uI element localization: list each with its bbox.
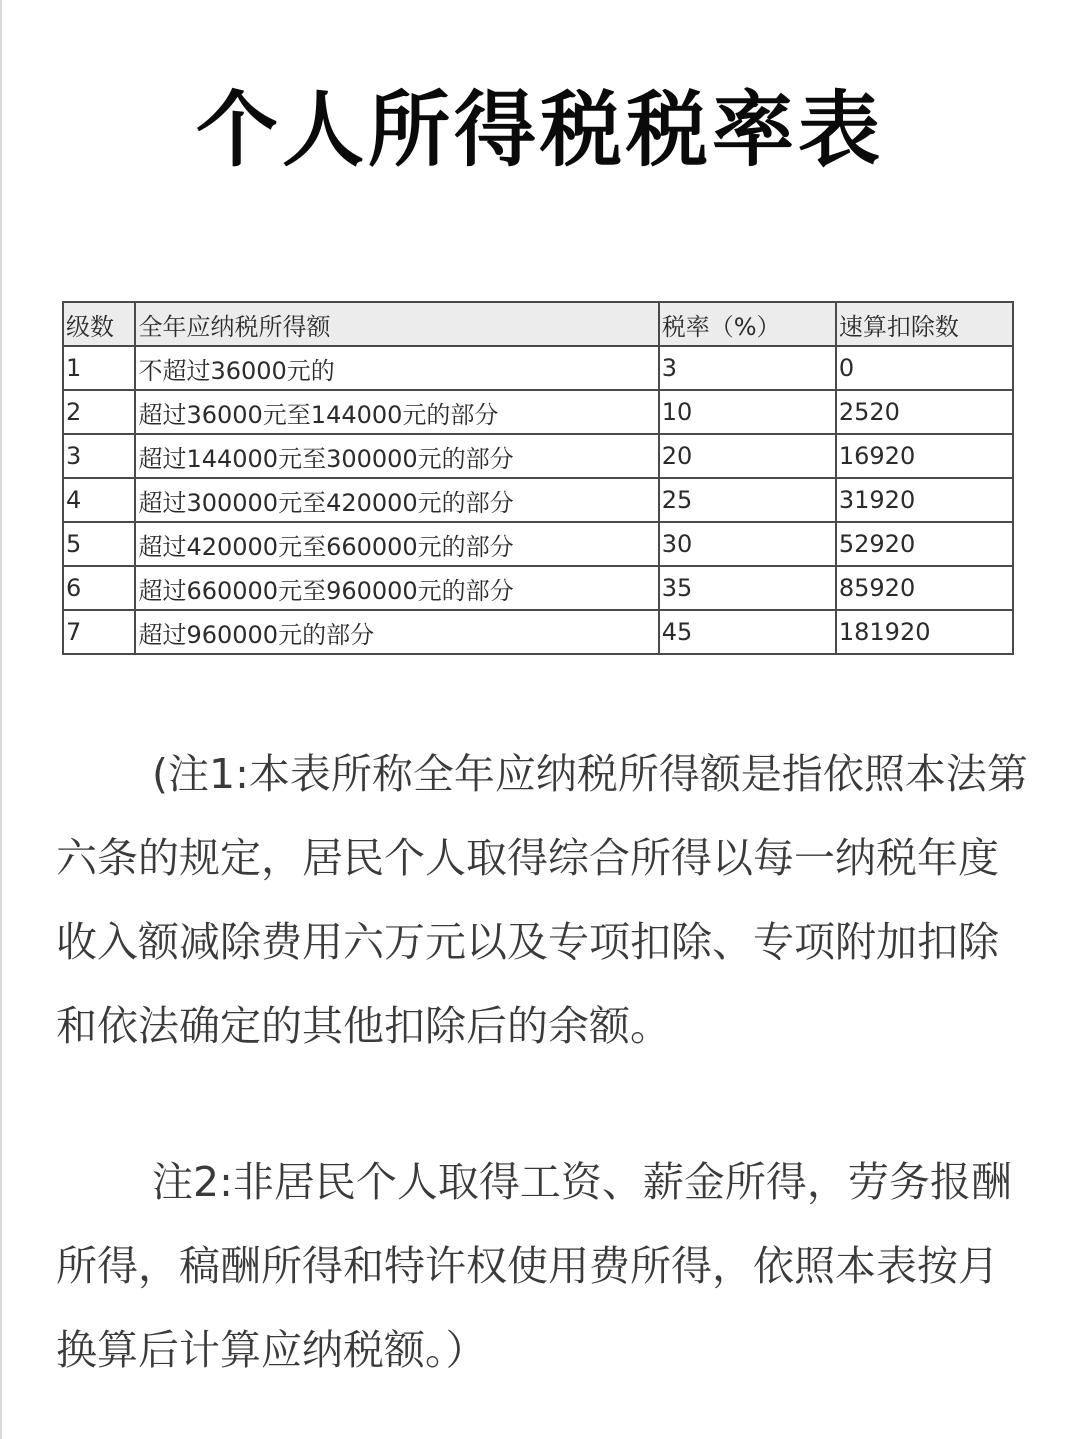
cell-income-range: 超过420000元至660000元的部分	[135, 522, 658, 566]
cell-rate: 20	[659, 434, 836, 478]
cell-level: 7	[63, 610, 135, 654]
cell-rate: 30	[659, 522, 836, 566]
cell-level: 3	[63, 434, 135, 478]
cell-income-range: 超过36000元至144000元的部分	[135, 390, 658, 434]
page-title: 个人所得税税率表	[195, 82, 884, 178]
table-row	[63, 434, 1013, 478]
cell-level: 1	[63, 346, 135, 390]
cell-income-range: 超过300000元至420000元的部分	[135, 478, 658, 522]
cell-deduction: 52920	[836, 522, 1013, 566]
header-level: 级数	[63, 302, 135, 346]
note-1: (注1:本表所称全年应纳税所得额是指依照本法第六条的规定，居民个人取得综合所得以每一纳税年度收入额减除费用六万元以及专项扣除、专项附加扣除和依法确定的其他扣除后的余额。	[56, 750, 1028, 1050]
cell-deduction: 16920	[836, 434, 1013, 478]
cell-income-range: 超过960000元的部分	[135, 610, 658, 654]
cell-level: 6	[63, 566, 135, 610]
header-tax-rate: 税率（%）	[659, 302, 836, 346]
table-row	[63, 478, 1013, 522]
header-taxable-income: 全年应纳税所得额	[135, 302, 658, 346]
table-row	[63, 610, 1013, 654]
header-quick-deduction: 速算扣除数	[836, 302, 1013, 346]
cell-rate: 45	[659, 610, 836, 654]
cell-rate: 25	[659, 478, 836, 522]
cell-level: 5	[63, 522, 135, 566]
note-2: 注2:非居民个人取得工资、薪金所得，劳务报酬所得，稿酬所得和特许权使用费所得，依照本表按月换算后计算应纳税额。）	[56, 1158, 1012, 1374]
cell-rate: 35	[659, 566, 836, 610]
cell-deduction: 181920	[836, 610, 1013, 654]
cell-level: 2	[63, 390, 135, 434]
notes-section	[56, 732, 1036, 1392]
cell-deduction: 85920	[836, 566, 1013, 610]
cell-deduction: 31920	[836, 478, 1013, 522]
cell-income-range: 超过660000元至960000元的部分	[135, 566, 658, 610]
page-edge	[0, 0, 2, 1439]
cell-deduction: 2520	[836, 390, 1013, 434]
table-row	[63, 346, 1013, 390]
cell-income-range: 超过144000元至300000元的部分	[135, 434, 658, 478]
tax-rate-table	[62, 301, 1014, 655]
table-row	[63, 522, 1013, 566]
cell-income-range: 不超过36000元的	[135, 346, 658, 390]
table-row	[63, 566, 1013, 610]
cell-rate: 3	[659, 346, 836, 390]
cell-deduction: 0	[836, 346, 1013, 390]
table-row	[63, 390, 1013, 434]
cell-level: 4	[63, 478, 135, 522]
table-header-row	[63, 302, 1013, 346]
cell-rate: 10	[659, 390, 836, 434]
